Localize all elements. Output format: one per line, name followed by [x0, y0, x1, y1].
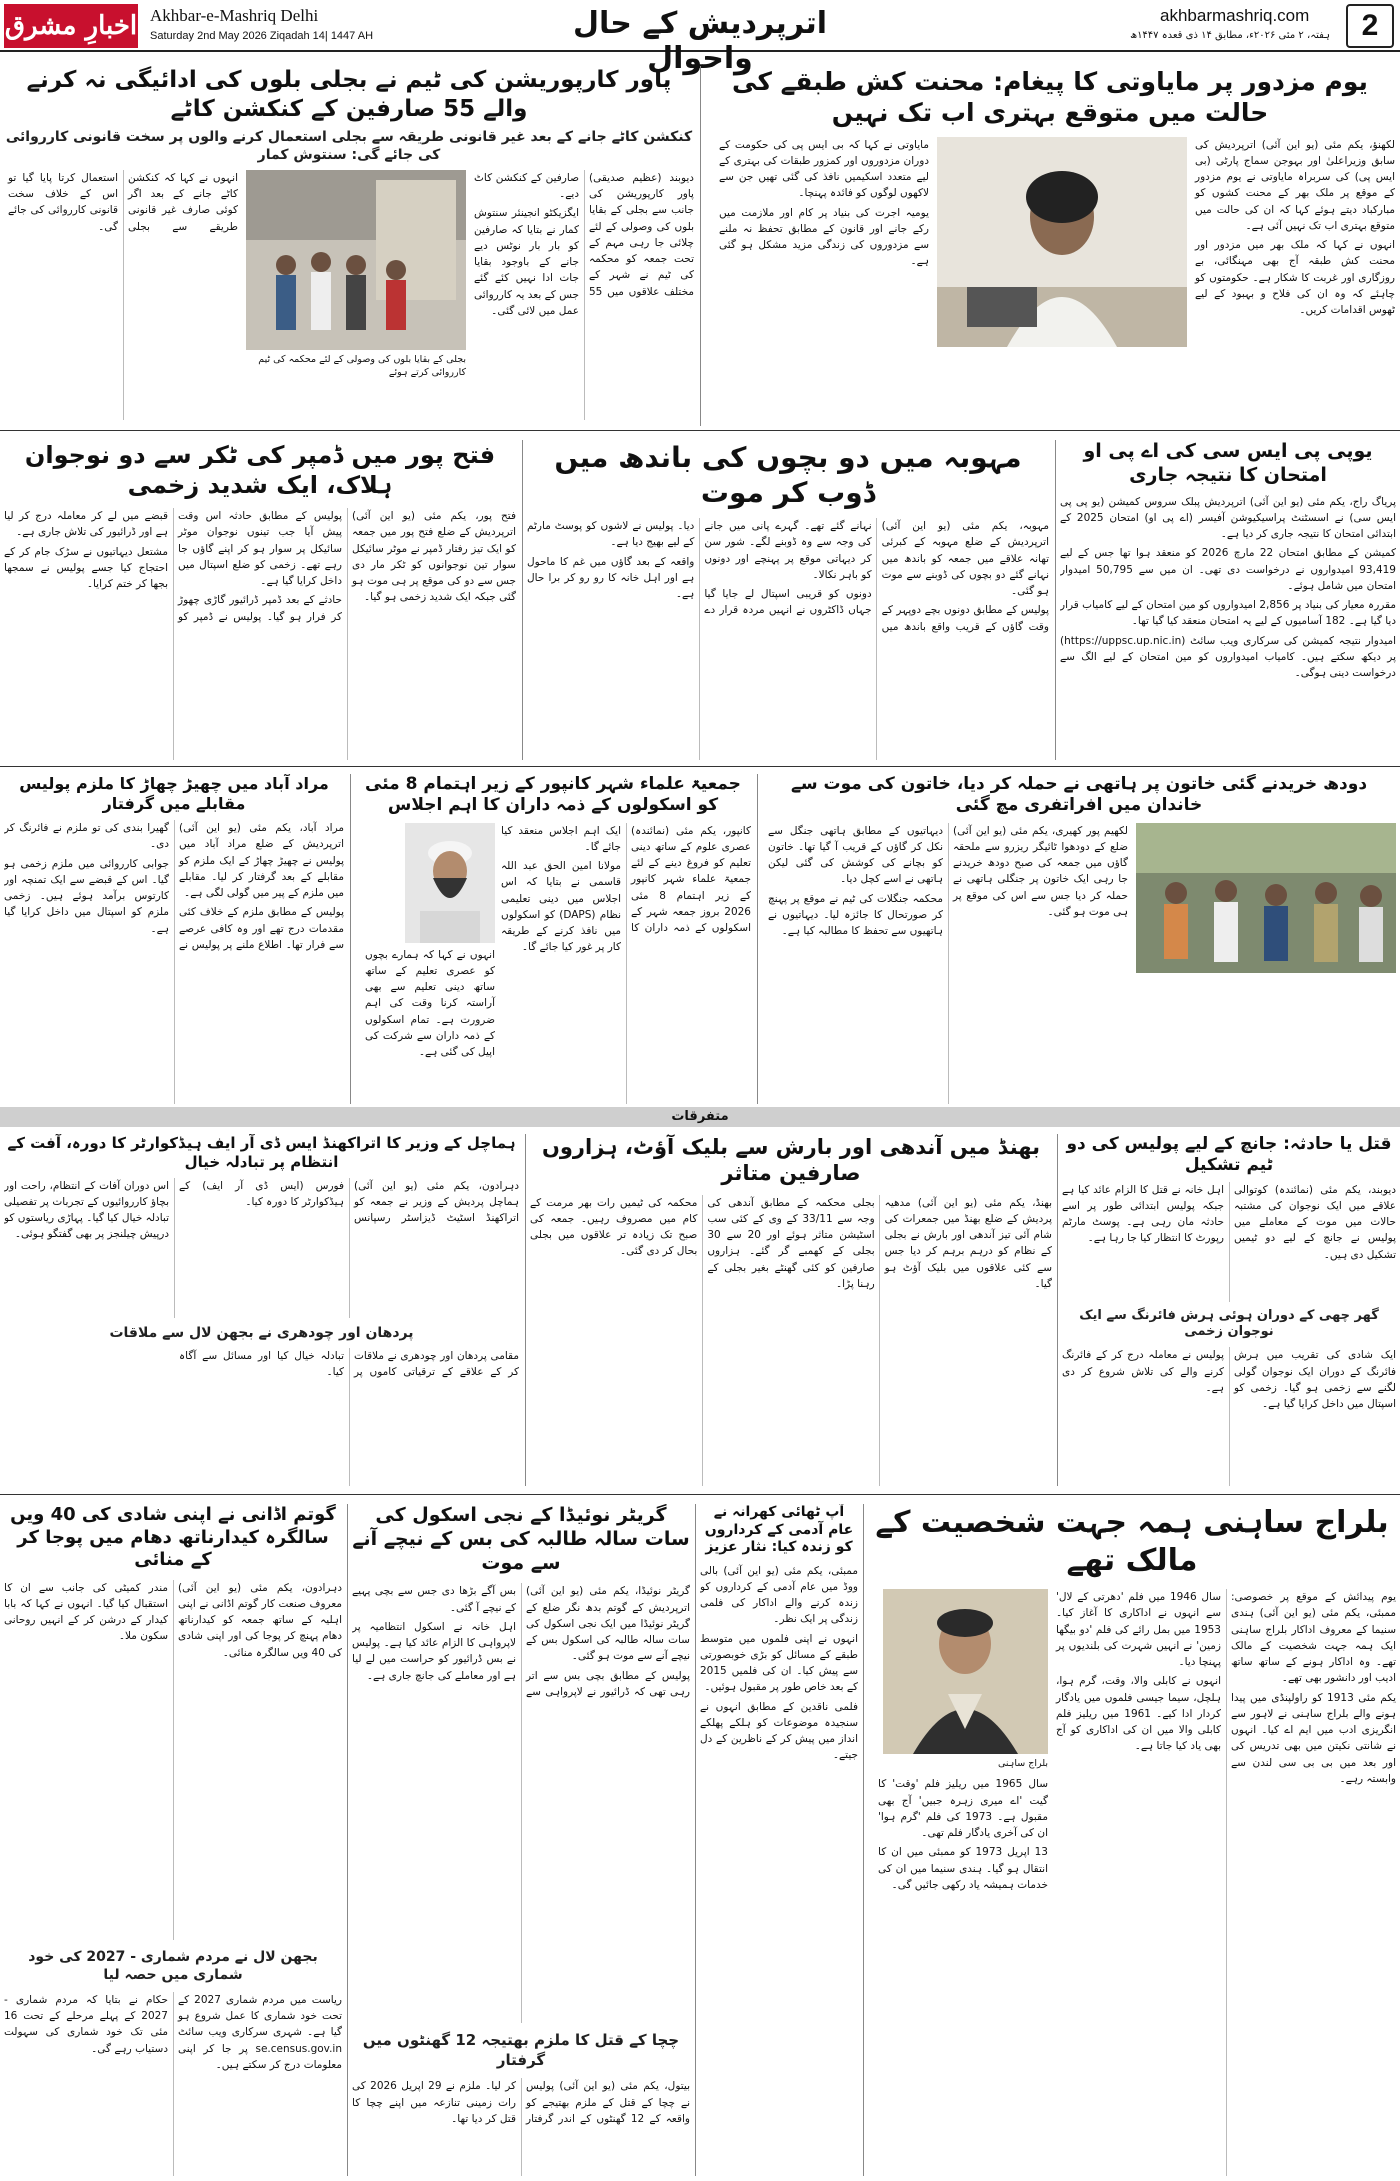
paragraph: حکام نے بتایا کہ مردم شماری - 2027 کے پہلے مرحلے کے تحت 16 مئی تک خود شماری کی سہولت دستیاب رہے گی۔	[4, 1993, 168, 2055]
elephant-incident-photo	[1136, 823, 1396, 973]
article-body	[352, 1583, 690, 2023]
paragraph: مراد آباد، یکم مئی (یو این آئی) اترپردیش کے ضلع مراد آباد میں پولیس نے چھیڑ چھاڑ کے ایک ملزم کو مقابلے کے بعد گرفتار کر لیا۔ مقابلے میں ملزم کے پیر میں گولی لگی ہے۔	[179, 822, 344, 900]
headline: پاور کارپوریشن کی ٹیم نے بجلی بلوں کی ادائیگی نہ کرنے والے 55 صارفین کے کنکشن کاٹے	[26, 67, 672, 122]
paragraph: ریاست میں مردم شماری 2027 کے تحت خود شماری کا عمل شروع ہو گیا ہے۔ شہری سرکاری ویب سائٹ se.census.gov.in پر جا کر اپنی معلومات درج کر سکتے ہیں۔	[178, 1993, 342, 2071]
paragraph: ایک شادی کی تقریب میں ہرش فائرنگ کے دوران ایک نوجوان گولی لگنے سے زخمی ہو گیا۔ زخمی کو اسپتال میں داخل کرایا گیا ہے۔	[1234, 1349, 1396, 1411]
hijri-date-line: ہفتہ، ۲ مئی ۲۰۲۶ء، مطابق ۱۴ ذی قعدہ ۱۴۴۷ھ	[1130, 30, 1330, 41]
article-body	[4, 508, 516, 760]
paragraph: بھنڈ، یکم مئی (یو این آئی) مدھیہ پردیش کے ضلع بھنڈ میں جمعرات کی شام آئی تیز آندھی اور بارش نے بجلی کے نظام کو درہم برہم کر دیا جس سے کئی علاقوں میں بلیک آؤٹ ہو گیا۔	[884, 1196, 1052, 1290]
article-body-continued	[878, 1776, 1048, 2176]
article-body	[768, 823, 1128, 1105]
paragraph: بیتول، یکم مئی (یو این آئی) پولیس نے چچا کے قتل کے ملزم بھتیجے کو واقعہ کے 12 گھنٹوں کے اندر گرفتار کر لیا۔ ملزم نے 29 اپریل 2026 کی رات زمینی تنازعہ میں اپنے چچا کا قتل کر دیا تھا۔	[352, 2080, 690, 2125]
subheadline: پردھان اور چودھری نے بجھن لال سے ملاقات	[109, 1324, 414, 1341]
article-body	[474, 170, 694, 420]
paragraph: پولیس کے مطابق حادثہ اس وقت پیش آیا جب تینوں نوجوان موٹر سائیکل پر سوار ہو کر اپنے گاؤں جا رہے تھے۔ زخمی کو ضلع اسپتال میں داخل کرایا گیا ہے۔	[178, 510, 342, 588]
maulana-portrait	[405, 823, 495, 943]
article-body	[1195, 137, 1395, 427]
article-body-continued	[365, 947, 495, 1105]
paragraph: دیہاتیوں کے مطابق ہاتھی جنگل سے نکل کر گاؤں کے قریب آ گیا تھا۔ خاتون کو بچانے کی کوشش کی گئی لیکن ہاتھی نے اسے کچل دیا۔	[768, 824, 943, 886]
subheadline: بجھن لال نے مردم شماری - 2027 کی خود شماری میں حصہ لیا	[28, 1948, 318, 1983]
article-bhind-blackout	[530, 1134, 1052, 1486]
subheadline: چچا کے قتل کا ملزم بھتیجہ 12 گھنٹوں میں گرفتار	[362, 2031, 680, 2069]
article-body	[501, 823, 751, 1105]
paragraph: سال 1946 میں فلم 'دھرتی کے لال' سے انہوں نے اداکاری کا آغاز کیا۔ 1953 میں بمل رائے کی فلم 'دو بیگھا زمین' نے انہیں شہرت کی بلندیوں پر پہنچا دیا۔	[1056, 1591, 1221, 1669]
article-body	[700, 1563, 858, 2153]
paragraph: 13 اپریل 1973 کو ممبئی میں ان کا انتقال ہو گیا۔ ہندی سنیما میں ان کی خدمات ہمیشہ یاد رکھی جائیں گی۔	[878, 1846, 1048, 1891]
date-line: Saturday 2nd May 2026 Ziqadah 14| 1447 AH	[150, 30, 374, 42]
paragraph: انہوں نے اپنی فلموں میں متوسط طبقے کے مسائل کو بڑی خوبصورتی سے پیش کیا۔ ان کی فلمیں 2015 کے بعد خاص طور پر مقبول ہوئیں۔	[700, 1632, 858, 1694]
headline: یوپی پی ایس سی کی اے پی او امتحان کا نتیجہ جاری	[1083, 440, 1373, 486]
article-body-continued	[719, 137, 929, 427]
paragraph: اس دوران آفات کے انتظام، راحت اور بچاؤ کارروائیوں کے تجربات پر تفصیلی تبادلہ خیال کیا گیا۔ پہاڑی ریاستوں کو درپیش چیلنجز پر بھی گفتگو ہوئی۔	[4, 1179, 169, 1241]
article-elephant-attack	[762, 774, 1396, 1104]
newspaper-logo: اخبارِ مشرق	[4, 4, 138, 48]
paragraph: محکمہ کی ٹیمیں رات بھر مرمت کے کام میں مصروف رہیں۔ جمعہ کی صبح تک زیادہ تر علاقوں میں بجلی بحال کر دی گئی۔	[530, 1196, 698, 1258]
photo-caption: بجلی کے بقایا بلوں کی وصولی کے لئے محکمہ کی ٹیم کارروائی کرتے ہوئے	[258, 353, 466, 379]
article-mahoba-drowning	[527, 440, 1049, 760]
article-himachal-minister	[4, 1134, 519, 1486]
paragraph: واقعہ کے بعد گاؤں میں غم کا ماحول ہے اور اہل خانہ کا رو رو کر برا حال ہے۔	[527, 555, 695, 601]
paragraph: مندر کمیٹی کی جانب سے ان کا استقبال کیا گیا۔ انہوں نے کہا کہ بابا کیدار کے درشن کر کے انہیں روحانی سکون ملا۔	[4, 1581, 168, 1643]
paragraph: مقامی پردھان اور چودھری نے ملاقات کر کے علاقے کے ترقیاتی کاموں پر تبادلہ خیال کیا اور مسائل سے آگاہ کیا۔	[179, 1349, 519, 1378]
article-body-secondary	[352, 2078, 690, 2176]
paragraph: یوم پیدائش کے موقع پر خصوصی: ممبئی، یکم مئی (یو این آئی) ہندی سنیما کے معروف اداکار بلراج ساہنی ایک ہمہ جہت شخصیت کے مالک تھے۔ وہ اداکار ہونے کے ساتھ ساتھ ادیب اور دانشور بھی تھے۔	[1231, 1591, 1396, 1685]
paragraph: مقررہ معیار کی بنیاد پر 2,856 امیدواروں کو مین امتحان کے لیے کامیاب قرار دیا گیا ہے۔ 182 آسامیوں کے لیے یہ امتحان منعقد کیا گیا تھا۔	[1060, 599, 1396, 628]
article-body	[1056, 1589, 1396, 2176]
photo-caption: بلراج ساہنی	[997, 1758, 1048, 1769]
article-uppsc-result	[1060, 440, 1396, 760]
paragraph: لکھنؤ، یکم مئی (یو این آئی) اترپردیش کی سابق وزیراعلیٰ اور بہوجن سماج پارٹی (بی ایس پی) کی سربراہ مایاوتی نے یوم مزدور کے موقع پر ملک بھر کے محنت کشوں کو مبارکباد دیتے ہوئے کہا کہ ان کی حالت میں متوقع بہتری اب تک نہیں آئی ہے۔	[1195, 138, 1395, 232]
paragraph: محکمہ جنگلات کی ٹیم نے موقع پر پہنچ کر صورتحال کا جائزہ لیا۔ دیہاتیوں نے ہاتھیوں سے تحفظ کا مطالبہ کیا ہے۔	[768, 892, 943, 938]
article-gautam-adani	[4, 1504, 342, 2176]
article-body	[1060, 494, 1396, 761]
article-murder-probe	[1062, 1134, 1396, 1486]
article-body-secondary	[4, 1348, 519, 1486]
headline: گریٹر نوئیڈا کے نجی اسکول کی سات سالہ طالبہ کی بس کے نیچے آنے سے موت	[352, 1504, 690, 1574]
paragraph: لکھیم پور کھیری، یکم مئی (یو این آئی) ضلع کے دودھوا ٹائیگر ریزرو سے ملحقہ گاؤں میں جمعہ کی صبح دودھ خریدنے جا رہی ایک خاتون پر جنگلی ہاتھی نے حملہ کر دیا جس سے اس کی موقع پر ہی موت ہو گئی۔	[953, 824, 1128, 918]
article-body-continued	[8, 170, 238, 420]
paragraph: مشتعل دیہاتیوں نے سڑک جام کر کے احتجاج کیا جسے پولیس نے سمجھا بجھا کر ختم کرایا۔	[4, 545, 168, 591]
article-greater-noida	[352, 1504, 690, 2176]
balraj-sahni-portrait	[883, 1589, 1048, 1754]
paragraph: دیوبند، یکم مئی (نمائندہ) کوتوالی علاقے میں ایک نوجوان کی مشتبہ حالات میں موت کے معاملے میں پولیس نے جانچ کے لیے دو ٹیمیں تشکیل دی ہیں۔	[1234, 1183, 1396, 1261]
article-power-corporation	[4, 66, 694, 426]
publication-name: Akhbar-e-Mashriq Delhi	[150, 6, 319, 25]
paragraph: اہل خانہ نے قتل کا الزام عائد کیا ہے جبکہ پولیس ابتدائی طور پر اسے حادثہ مان رہی ہے۔ پوسٹ مارٹم رپورٹ کا انتظار کیا جا رہا ہے۔	[1062, 1183, 1224, 1245]
paragraph: دونوں کو قریبی اسپتال لے جایا گیا جہاں ڈاکٹروں نے انہیں مردہ قرار دے دیا۔ پولیس نے لاشوں کو پوسٹ مارٹم کے لیے بھیج دیا ہے۔	[527, 520, 872, 617]
subheadline: گھر چھی کے دوران ہوئی ہرش فائرنگ سے ایک نوجوان زخمی	[1079, 1307, 1379, 1340]
headline: بھنڈ میں آندھی اور بارش سے بلیک آؤٹ، ہزاروں صارفین متاثر	[541, 1135, 1041, 1186]
headline: بلراج ساہنی ہمہ جہت شخصیت کے مالک تھے	[875, 1505, 1389, 1578]
headline: مہوبہ میں دو بچوں کی باندھ میں ڈوب کر موت	[554, 441, 1022, 509]
paragraph: مہوبہ، یکم مئی (یو این آئی) اترپردیش کے ضلع مہوبہ کے کبرئی تھانہ علاقے میں جمعہ کو باندھ میں نہانے گئے دو بچوں کی ڈوبنے سے موت ہو گئی۔	[881, 520, 1049, 598]
paragraph: امیدوار نتیجہ کمیشن کی سرکاری ویب سائٹ (https://uppsc.up.nic.in) پر دیکھ سکتے ہیں۔ کامیاب امیدواروں کو مین امتحان کے لیے الگ سے درخواست دینی ہوگی۔	[1060, 634, 1396, 680]
article-body	[4, 820, 344, 1104]
article-body	[4, 1580, 342, 1940]
power-team-photo	[246, 170, 466, 350]
paragraph: جوابی کارروائی میں ملزم زخمی ہو گیا۔ اس کے قبضے سے ایک تمنچہ اور کارتوس برآمد ہوئے ہیں۔ زخمی ملزم کو اسپتال میں داخل کرایا گیا ہے۔	[4, 857, 169, 935]
paragraph: انہوں نے کہا کہ ملک بھر میں مزدور اور محنت کش طبقہ آج بھی مہنگائی، بے روزگاری اور غربت کا شکار ہے۔ حکومتوں کو چاہئے کہ وہ ان کی فلاح و بہبود کے لیے ٹھوس اقدامات کریں۔	[1195, 239, 1395, 317]
headline: فتح پور میں ڈمپر کی ٹکر سے دو نوجوان ہلاک، ایک شدید زخمی	[24, 441, 496, 499]
miscellaneous-section-label: متفرقات	[0, 1107, 1400, 1127]
headline: قتل یا حادثہ: جانچ کے لیے پولیس کی دو ٹیم تشکیل	[1066, 1134, 1392, 1176]
article-jamiat-meeting	[355, 774, 751, 1104]
paragraph: اہل خانہ نے اسکول انتظامیہ پر لاپرواہی کا الزام عائد کیا ہے۔ پولیس نے بس ڈرائیور کو حراست میں لے لیا ہے اور معاملے کی جانچ جاری ہے۔	[352, 1620, 516, 1682]
headline: دودھ خریدنے گئی خاتون پر ہاتھی نے حملہ کر دیا، خاتون کی موت سے خاندان میں افراتفری مچ گئی	[790, 774, 1368, 816]
paragraph: پولیس کے مطابق دونوں بچے دوپہر کے وقت گاؤں کے قریب واقع باندھ میں نہانے گئے تھے۔ گہرے پانی میں جانے کی وجہ سے وہ ڈوبنے لگے۔ شور سن کر دیہاتی موقع پر پہنچے اور دونوں کو باہر نکالا۔	[704, 520, 1049, 633]
paragraph: پریاگ راج، یکم مئی (یو این آئی) اترپردیش پبلک سروس کمیشن (یو پی پی ایس سی) نے اسسٹنٹ پراسیکیوشن آفیسر (اے پی او) امتحان 2025 کے ابتدائی امتحان کا نتیجہ جاری کر دیا ہے۔	[1060, 495, 1396, 541]
section-title: اترپردیش کے حال واحوال	[572, 6, 828, 76]
headline: یوم مزدور پر مایاوتی کا پیغام: محنت کش طبقے کی حالت میں متوقع بہتری اب تک نہیں	[732, 67, 1368, 128]
paragraph: دہرادون، یکم مئی (یو این آئی) معروف صنعت کار گوتم اڈانی نے اپنی اہلیہ کے ساتھ جمعہ کو کیدارناتھ دھام پہنچ کر پوجا کی اور اپنی شادی کی 40 ویں سالگرہ منائی۔	[178, 1581, 342, 1659]
headline: ہماچل کے وزیر کا اتراکھنڈ ایس ڈی آر ایف ہیڈکوارٹر کا دورہ، آفت کے انتظام پر تبادلہ خیال	[7, 1134, 516, 1171]
headline: مراد آباد میں چھیڑ چھاڑ کا ملزم پولیس مقابلے میں گرفتار	[19, 774, 329, 813]
masthead	[0, 0, 1400, 76]
paragraph: انہوں نے کابلی والا، وقت، گرم ہوا، ہلچل، سیما جیسی فلموں میں یادگار کردار ادا کیے۔ 1961 میں ریلیز فلم کابلی والا میں ان کی اداکاری کو آج بھی یاد کیا جاتا ہے۔	[1056, 1675, 1221, 1753]
page-number: 2	[1346, 4, 1394, 48]
paragraph: گریٹر نوئیڈا، یکم مئی (یو این آئی) اترپردیش کے گوتم بدھ نگر ضلع کے گریٹر نوئیڈا میں ایک نجی اسکول کی سات سالہ طالبہ کی اسکول بس کے نیچے آنے سے موت ہو گئی۔	[526, 1585, 690, 1663]
article-body	[527, 518, 1049, 760]
paragraph: ایگزیکٹو انجینئر سنتوش کمار نے بتایا کہ صارفین کو بار بار نوٹس دیے جانے کے باوجود بقایا جات ادا نہیں کئے گئے جس کے بعد یہ کارروائی عمل میں لائی گئی۔	[474, 207, 579, 317]
headline: گوتم اڈانی نے اپنی شادی کی 40 ویں سالگرہ کیدارناتھ دھام میں پوجا کر کے منائی	[10, 1504, 336, 1570]
paragraph: پولیس کے مطابق ملزم کے خلاف کئی مقدمات درج تھے اور وہ کافی عرصے سے فرار تھا۔ اطلاع ملنے پر پولیس نے گھیرا بندی کی تو ملزم نے فائرنگ کر دی۔	[4, 822, 344, 951]
paragraph: انہوں نے کہا کہ ہمارے بچوں کو عصری تعلیم کے ساتھ ساتھ دینی تعلیم سے بھی آراستہ کرنا وقت کی اہم ضرورت ہے۔ تمام اسکولوں کے ذمہ داران سے شرکت کی اپیل کی گئی ہے۔	[365, 948, 495, 1059]
article-fatehpur-accident	[4, 440, 516, 760]
article-body	[4, 1178, 519, 1318]
paragraph: کانپور، یکم مئی (نمائندہ) عصری علوم کے ساتھ دینی تعلیم کو فروغ دینے کے لئے جمعیۃ علماء شہر کانپور کے زیر اہتمام 8 مئی 2026 بروز جمعہ شہر کے اسکولوں کے ذمہ داران کا ایک اہم اجلاس منعقد کیا جائے گا۔	[501, 824, 751, 935]
paragraph: دہرادون، یکم مئی (یو این آئی) ہماچل پردیش کے وزیر نے جمعہ کو اتراکھنڈ اسٹیٹ ڈیزاسٹر رسپانس فورس (ایس ڈی آر ایف) کے ہیڈکوارٹر کا دورہ کیا۔	[179, 1179, 519, 1225]
paragraph: کمیشن کے مطابق امتحان 22 مارچ 2026 کو منعقد ہوا تھا جس کے لیے 93,419 امیدواروں نے درخواست دی تھی۔ ان میں سے 50,795 امیدوار امتحان میں شامل ہوئے۔	[1060, 547, 1396, 592]
mayawati-photo	[937, 137, 1187, 347]
paragraph: یومیہ اجرت کی بنیاد پر کام اور ملازمت میں رکے جانے اور قانون کے مطابق تحفظ نہ ملنے سے مزدوروں کی زندگی مزید مشکل ہو گئی ہے۔	[719, 206, 929, 268]
paragraph: مایاوتی نے کہا کہ بی ایس پی کی حکومت کے دوران مزدوروں اور کمزور طبقات کی بہتری کے لیے متعدد اسکیمیں نافذ کی گئی تھیں جن سے لاکھوں لوگوں کو فائدہ پہنچا۔	[719, 138, 929, 200]
paragraph: فتح پور، یکم مئی (یو این آئی) اترپردیش کے ضلع فتح پور میں جمعہ کو ایک تیز رفتار ڈمپر نے موٹر سائیکل سوار تین نوجوانوں کو ٹکر مار دی جس سے دو کی موقع پر ہی موت ہو گئی جبکہ ایک شدید زخمی ہو گیا۔	[352, 510, 516, 604]
paragraph: یکم مئی 1913 کو راولپنڈی میں پیدا ہونے والے بلراج ساہنی نے لاہور سے انگریزی ادب میں ایم اے کیا۔ انہوں نے شانتی نکیتن میں بھی تدریس کی اور بعد میں بی بی سی لندن سے وابستہ رہے۔	[1231, 1691, 1396, 1785]
paragraph: سال 1965 میں ریلیز فلم 'وقت' کا گیت 'اے میری زہرہ جبیں' آج بھی مقبول ہے۔ 1973 کی فلم 'گرم ہوا' ان کی آخری یادگار فلم تھی۔	[878, 1778, 1049, 1840]
article-body-secondary	[4, 1992, 342, 2176]
article-moradabad-encounter	[4, 774, 344, 1104]
article-body	[1062, 1182, 1396, 1302]
paragraph: بجلی محکمہ کے مطابق آندھی کی وجہ سے 33/11 کے وی کے کئی سب اسٹیشن متاثر ہوئے اور 20 سے 30 بجلی کے کھمبے گر گئے۔ ہزاروں صارفین کو کئی گھنٹے بغیر بجلی کے رہنا پڑا۔	[707, 1196, 875, 1290]
paragraph: ممبئی، یکم مئی (یو این آئی) بالی ووڈ میں عام آدمی کے کرداروں کو زندہ کرنے والے اداکار کی فلمی زندگی پر ایک نظر۔	[700, 1564, 858, 1626]
article-balraj-sahni	[868, 1504, 1396, 2176]
article-mayawati	[705, 66, 1395, 426]
headline: آپ ٹھائی کھرانہ نے عام آدمی کے کرداروں کو زندہ کیا: نثار عزیز	[704, 1504, 854, 1555]
paragraph: پولیس کے مطابق بچی بس سے اتر رہی تھی کہ ڈرائیور نے لاپرواہی سے بس آگے بڑھا دی جس سے بچی پہیے کے نیچے آ گئی۔	[352, 1585, 690, 1698]
paragraph: پولیس نے معاملہ درج کر کے فائرنگ کرنے والے کی تلاش شروع کر دی ہے۔	[1062, 1349, 1224, 1394]
paragraph: مولانا امین الحق عبد اللہ قاسمی نے بتایا کہ اس اجلاس میں دینی تعلیمی نظام (DAPS) کو اسکولوں میں نافذ کرنے کے طریقہ کار پر غور کیا جائے گا۔	[501, 860, 621, 954]
headline: جمعیۃ علماء شہر کانپور کے زیر اہتمام 8 مئی کو اسکولوں کے ذمہ داران کا اہم اجلاس	[365, 774, 741, 816]
paragraph: حادثے کے بعد ڈمپر ڈرائیور گاڑی چھوڑ کر فرار ہو گیا۔ پولیس نے ڈمپر کو قبضے میں لے کر معاملہ درج کر لیا ہے اور ڈرائیور کی تلاش جاری ہے۔	[4, 510, 342, 623]
article-ayushmann-profile	[700, 1504, 858, 2176]
article-body-secondary	[1062, 1347, 1396, 1486]
subheadline: کنکشن کاٹے جانے کے بعد غیر قانونی طریقہ سے بجلی استعمال کرنے والوں پر سخت قانونی کارروائی کی جائے گی: سنتوش کمار	[5, 128, 693, 163]
paragraph: فلمی ناقدین کے مطابق انہوں نے سنجیدہ موضوعات کو ہلکے پھلکے انداز میں پیش کر کے ناظرین کے دل جیتے۔	[700, 1700, 858, 1762]
article-body	[530, 1195, 1052, 1487]
paragraph: دیوبند (عظیم صدیقی) پاور کارپوریشن کی جانب سے بجلی کے بقایا بلوں کی وصولی کے لئے چلائی جا رہی مہم کے تحت جمعہ کو محکمہ کی ٹیم نے شہر کے مختلف علاقوں میں 55 صارفین کے کنکشن کاٹ دیے۔	[474, 171, 694, 298]
paragraph: انہوں نے کہا کہ کنکشن کاٹے جانے کے بعد اگر کوئی صارف غیر قانونی طریقے سے بجلی استعمال کرتا پایا گیا تو اس کے خلاف سخت قانونی کارروائی کی جائے گی۔	[8, 171, 238, 233]
website-url: akhbarmashriq.com	[1160, 6, 1310, 25]
